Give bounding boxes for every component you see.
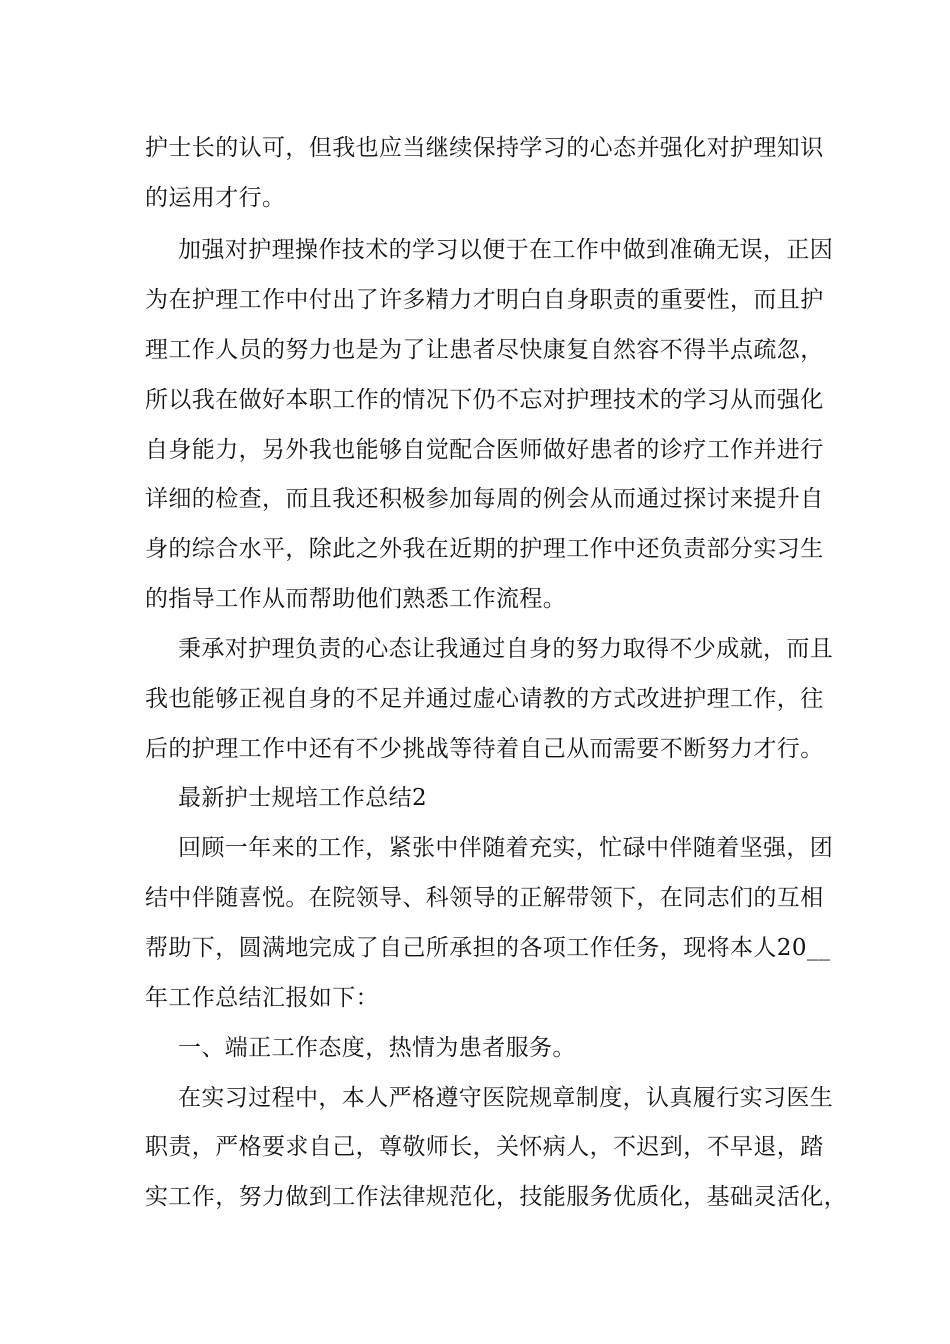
- text-line: [0, 173, 950, 223]
- heading-text: 最新护士规培工作总结2: [178, 785, 428, 811]
- line-text: 后的护理工作中还有不少挑战等待着自己从而需要不断努力才行。: [145, 736, 824, 762]
- text-line: [0, 724, 950, 774]
- line-text: 所以我在做好本职工作的情况下仍不忘对护理技术的学习从而强化: [145, 387, 824, 413]
- line-text: 结中伴随喜悦。在院领导、科领导的正解带领下，在同志们的互相: [145, 885, 824, 911]
- section-heading: [0, 773, 950, 823]
- subsection-heading: [0, 1023, 950, 1073]
- text-line: [0, 973, 950, 1023]
- line-text: 年工作总结汇报如下：: [145, 985, 379, 1011]
- line-text: 实工作，努力做到工作法律规范化，技能服务优质化，基础灵活化，: [145, 1184, 847, 1210]
- text-line: [0, 375, 950, 425]
- line-text: 我也能够正视自身的不足并通过虚心请教的方式改进护理工作，往: [145, 686, 824, 712]
- line-text: 理工作人员的努力也是为了让患者尽快康复自然容不得半点疏忽，: [145, 337, 824, 363]
- text-line: [0, 1122, 950, 1172]
- line-text: 秉承对护理负责的心态让我通过自身的努力取得不少成就，而且: [178, 636, 834, 662]
- line-text: 为在护理工作中付出了许多精力才明白自身职责的重要性，而且护: [145, 287, 824, 313]
- text-line: [0, 923, 950, 973]
- heading-text: 一、端正工作态度，热情为患者服务。: [178, 1035, 576, 1061]
- text-line: [0, 574, 950, 624]
- line-text: 护士长的认可，但我也应当继续保持学习的心态并强化对护理知识: [145, 135, 824, 161]
- line-text: 在实习过程中，本人严格遵守医院规章制度，认真履行实习医生: [178, 1085, 834, 1111]
- text-line: [0, 425, 950, 475]
- text-line: [0, 873, 950, 923]
- line-text: 加强对护理操作技术的学习以便于在工作中做到准确无误，正因: [178, 237, 834, 263]
- line-text: 的运用才行。: [145, 185, 286, 211]
- line-text: 详细的检查，而且我还积极参加每周的例会从而通过探讨来提升自: [145, 486, 824, 512]
- line-text: 的指导工作从而帮助他们熟悉工作流程。: [145, 586, 567, 612]
- text-line: [0, 524, 950, 574]
- text-line: [0, 474, 950, 524]
- text-line: [0, 1172, 950, 1222]
- text-line: [0, 1073, 950, 1123]
- line-text: 自身能力，另外我也能够自觉配合医师做好患者的诊疗工作并进行: [145, 437, 824, 463]
- text-line: [0, 225, 950, 275]
- text-line: [0, 275, 950, 325]
- text-line: [0, 674, 950, 724]
- text-line: [0, 123, 950, 173]
- text-line: [0, 624, 950, 674]
- text-line: [0, 325, 950, 375]
- line-text: 回顾一年来的工作，紧张中伴随着充实，忙碌中伴随着坚强，团: [178, 835, 834, 861]
- line-text: 职责，严格要求自己，尊敬师长，关怀病人，不迟到，不早退，踏: [145, 1134, 824, 1160]
- line-text: 身的综合水平，除此之外我在近期的护理工作中还负责部分实习生: [145, 536, 824, 562]
- text-line: [0, 823, 950, 873]
- line-text: 帮助下，圆满地完成了自己所承担的各项工作任务，现将本人20__: [145, 935, 831, 961]
